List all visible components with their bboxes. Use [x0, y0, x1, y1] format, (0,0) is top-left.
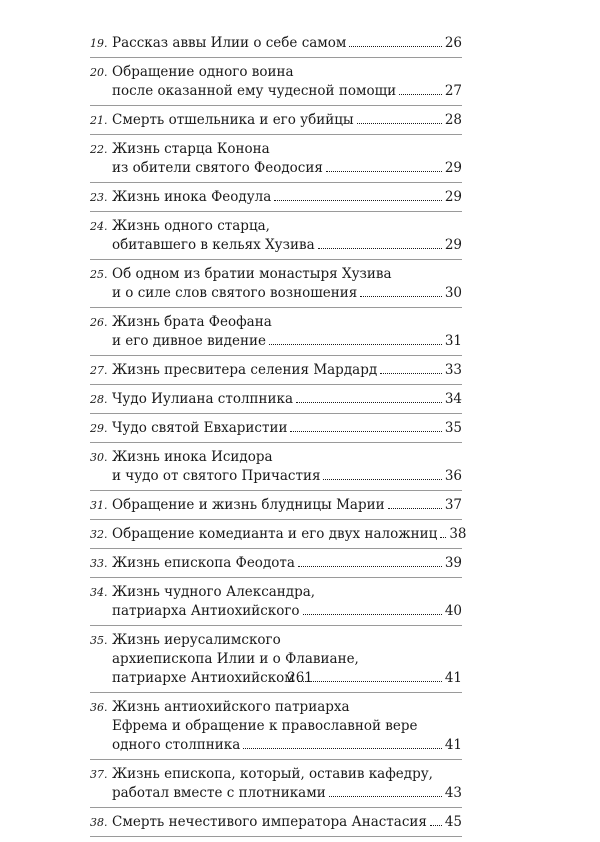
toc-entry-title-line: и его дивное видение: [112, 333, 266, 349]
toc-entry-title-line: Жизнь инока Исидора: [112, 449, 273, 465]
toc-entry-page: 28: [444, 112, 462, 128]
toc-entry-number: 20.: [90, 66, 108, 79]
toc-entry-number: 29.: [90, 422, 108, 435]
toc-entry-page: 38: [449, 526, 467, 542]
toc-entry-number: 34.: [90, 586, 108, 599]
table-of-contents: [90, 34, 467, 842]
toc-entry-number: 30.: [90, 451, 108, 464]
toc-entry-page: 27: [444, 83, 462, 99]
toc-entry-page: 37: [444, 497, 462, 513]
toc-entry-title-line: Жизнь одного старца,: [112, 218, 270, 234]
toc-entry: [90, 390, 462, 414]
toc-entry-title-line: Обращение одного воина: [112, 64, 294, 80]
toc-entry: [90, 217, 462, 260]
dot-leader: [318, 248, 442, 249]
toc-entry-title-line: работал вместе с плотниками: [112, 785, 326, 801]
dot-leader: [329, 796, 442, 797]
toc-entry: [90, 496, 462, 520]
dot-leader: [399, 94, 442, 95]
toc-entry-last-line: [112, 813, 462, 832]
toc-entry-last-line: [112, 111, 462, 130]
toc-entry-title-line: Жизнь епископа Феодота: [112, 555, 295, 571]
toc-entry: [90, 63, 462, 106]
toc-entry: [90, 448, 462, 491]
toc-entry-page: 35: [444, 420, 462, 436]
toc-entry-page: 45: [444, 814, 462, 830]
toc-entry-title-line: одного столпника: [112, 737, 241, 753]
dot-leader: [388, 508, 442, 509]
toc-entry-title-line: Об одном из братии монастыря Хузива: [112, 266, 392, 282]
toc-entry-number: 25.: [90, 268, 108, 281]
dot-leader: [380, 373, 442, 374]
dot-leader: [357, 123, 442, 124]
toc-entry-number: 24.: [90, 220, 108, 233]
toc-entry: [90, 313, 462, 356]
toc-entry-number: 27.: [90, 364, 108, 377]
toc-entry-last-line: [112, 419, 462, 438]
dot-leader: [360, 296, 441, 297]
dot-leader: [440, 537, 446, 538]
toc-entry-number: 26.: [90, 316, 108, 329]
toc-entry-page: 39: [444, 555, 462, 571]
toc-entry-last-line: [112, 188, 462, 207]
dot-leader: [243, 748, 442, 749]
toc-entry-last-line: [112, 361, 462, 380]
toc-entry-last-line: [112, 496, 462, 515]
toc-entry: [90, 111, 462, 135]
toc-entry-title-line: Жизнь чудного Александра,: [112, 584, 316, 600]
toc-entry-last-line: [112, 236, 462, 255]
toc-entry-page: 40: [444, 603, 462, 619]
toc-entry-number: 36.: [90, 701, 108, 714]
toc-entry-page: 41: [444, 670, 462, 686]
toc-entry-page: 43: [444, 785, 462, 801]
toc-entry-page: 41: [444, 737, 462, 753]
toc-entry-title-line: Смерть нечестивого императора Анастасия: [112, 814, 427, 830]
toc-entry-last-line: [112, 525, 467, 544]
toc-entry-last-line: [112, 736, 462, 755]
toc-entry-last-line: [112, 34, 462, 53]
toc-entry-title-line: Обращение комедианта и его двух наложниц: [112, 526, 438, 542]
toc-entry-title-line: и о силе слов святого возношения: [112, 285, 358, 301]
toc-entry-last-line: [112, 159, 462, 178]
dot-leader: [323, 479, 441, 480]
toc-entry-number: 19.: [90, 37, 108, 50]
toc-entry-title-line: Чудо Иулиана столпника: [112, 391, 293, 407]
toc-entry-number: 37.: [90, 768, 108, 781]
toc-entry-number: 22.: [90, 143, 108, 156]
toc-entry-title-line: Жизнь антиохийского патриарха: [112, 699, 350, 715]
toc-entry-last-line: [112, 784, 462, 803]
toc-entry-last-line: [112, 82, 462, 101]
toc-entry: [90, 583, 462, 626]
toc-entry-title-line: Обращение и жизнь блудницы Марии: [112, 497, 385, 513]
toc-entry: [90, 34, 462, 58]
toc-entry-page: 36: [444, 468, 462, 484]
toc-entry-page: 29: [444, 189, 462, 205]
toc-entry-last-line: [112, 554, 462, 573]
toc-entry-page: 26: [444, 35, 462, 51]
toc-entry-number: 35.: [90, 634, 108, 647]
toc-entry-title-line: Жизнь иерусалимского: [112, 632, 281, 648]
toc-entry-page: 30: [444, 285, 462, 301]
dot-leader: [303, 614, 442, 615]
dot-leader: [274, 200, 442, 201]
toc-entry-number: 38.: [90, 816, 108, 829]
toc-entry: [90, 813, 462, 837]
toc-entry: [90, 554, 462, 578]
page-number: 261: [287, 670, 313, 686]
toc-entry-last-line: [112, 602, 462, 621]
toc-entry-last-line: [112, 284, 462, 303]
toc-entry-title-line: Жизнь пресвитера селения Мардард: [112, 362, 378, 378]
toc-entry: [90, 698, 462, 760]
toc-entry-number: 23.: [90, 191, 108, 204]
toc-entry-title-line: Чудо святой Евхаристии: [112, 420, 288, 436]
toc-entry: [90, 419, 462, 443]
toc-entry: [90, 188, 462, 212]
toc-entry-page: 29: [444, 237, 462, 253]
toc-entry-number: 31.: [90, 499, 108, 512]
toc-entry: [90, 361, 462, 385]
toc-entry-page: 33: [444, 362, 462, 378]
dot-leader: [430, 825, 442, 826]
toc-entry-title-line: из обители святого Феодосия: [112, 160, 323, 176]
toc-entry-last-line: [112, 390, 462, 409]
toc-entry-title-line: Жизнь епископа, который, оставив кафедру,: [112, 766, 433, 782]
toc-entry-number: 32.: [90, 528, 108, 541]
toc-entry-title-line: после оказанной ему чудесной помощи: [112, 83, 397, 99]
toc-entry-number: 28.: [90, 393, 108, 406]
toc-entry-page: 34: [444, 391, 462, 407]
toc-entry-title-line: Жизнь инока Феодула: [112, 189, 272, 205]
toc-entry-last-line: [112, 332, 462, 351]
dot-leader: [269, 344, 442, 345]
toc-entry-title-line: обитавшего в кельях Хузива: [112, 237, 315, 253]
toc-entry-title-line: и чудо от святого Причастия: [112, 468, 321, 484]
toc-entry-page: 31: [444, 333, 462, 349]
toc-entry-title-line: патриарха Антиохийского: [112, 603, 300, 619]
dot-leader: [298, 566, 442, 567]
toc-entry: [90, 765, 462, 808]
toc-entry-number: 21.: [90, 114, 108, 127]
dot-leader: [326, 171, 442, 172]
toc-entry-title-line: Ефрема и обращение к православной вере: [112, 718, 418, 734]
dot-leader: [296, 402, 442, 403]
toc-entry-title-line: архиепископа Илии и о Флавиане,: [112, 651, 359, 667]
toc-entry-page: 29: [444, 160, 462, 176]
toc-entry-title-line: патриархе Антиохийском: [112, 670, 295, 686]
toc-entry-last-line: [112, 467, 462, 486]
dot-leader: [349, 46, 441, 47]
dot-leader: [290, 431, 441, 432]
toc-entry: [90, 525, 467, 549]
toc-entry-title-line: Жизнь брата Феофана: [112, 314, 272, 330]
toc-entry: [90, 265, 462, 308]
toc-entry-title-line: Жизнь старца Конона: [112, 141, 270, 157]
toc-entry-number: 33.: [90, 557, 108, 570]
toc-entry: [90, 140, 462, 183]
toc-entry-title-line: Смерть отшельника и его убийцы: [112, 112, 354, 128]
toc-entry-title-line: Рассказ аввы Илии о себе самом: [112, 35, 347, 51]
